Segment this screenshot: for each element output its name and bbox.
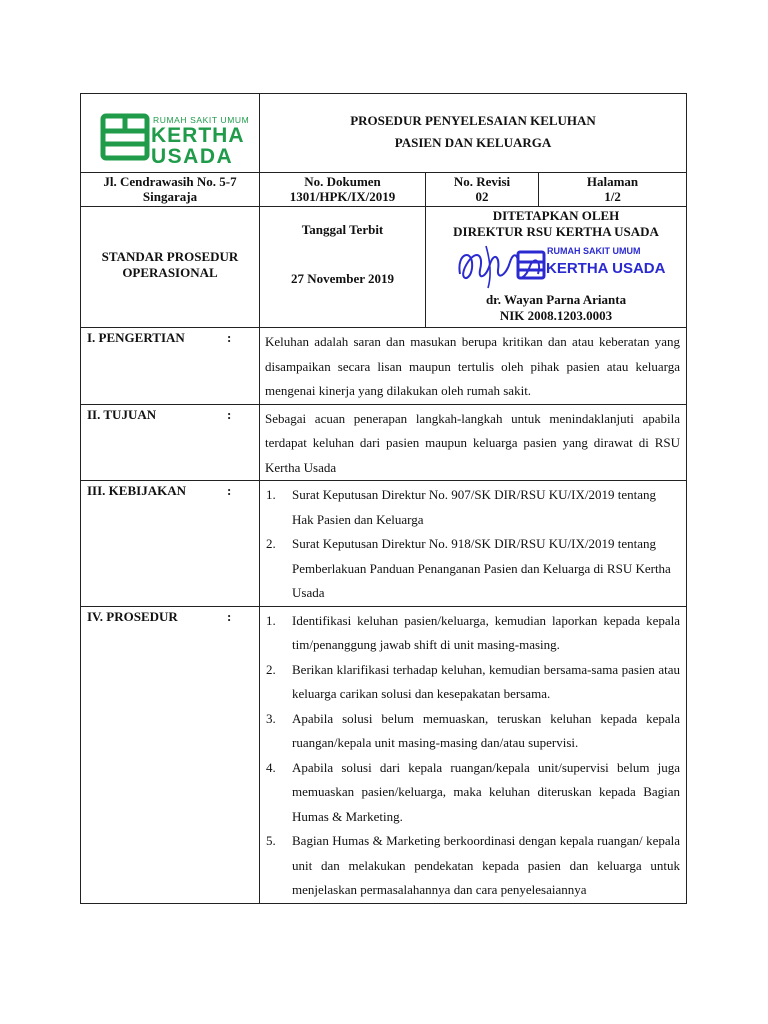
- title-line2: PASIEN DAN KELUARGA: [394, 135, 552, 150]
- approval-cell: [426, 207, 687, 328]
- section-colon: :: [227, 483, 232, 498]
- logo-line1: KERTHA: [151, 124, 245, 147]
- doc-number-value: 1301/HPK/IX/2019: [289, 189, 396, 204]
- sop-document-table: [80, 93, 687, 904]
- list-item-number: 1.: [266, 612, 276, 628]
- logo-cell: [81, 94, 260, 173]
- list-item: [265, 756, 680, 830]
- section-label-pengertian: [81, 328, 260, 405]
- section-title: III. KEBIJAKAN: [87, 483, 186, 498]
- list-item: [265, 483, 680, 532]
- section-title: IV. PROSEDUR: [87, 608, 178, 624]
- revision-cell: [426, 173, 539, 207]
- logo-line2: USADA: [151, 145, 234, 168]
- title-line1: PROSEDUR PENYELESAIAN KELUHAN: [350, 113, 596, 128]
- issue-date-value: 27 November 2019: [290, 271, 395, 286]
- approval-line1: DITETAPKAN OLEH: [492, 208, 620, 223]
- list-item-text: Apabila solusi dari kepala ruangan/kepala unit/supervisi belum juga memuaskan pasien/keluarga, maka keluhan diteruskan kepada Bagian Humas & Marketing.: [292, 759, 681, 824]
- list-item-number: 2.: [266, 536, 276, 551]
- sop-type-cell: [81, 207, 260, 328]
- list-item-number: 2.: [266, 661, 276, 677]
- list-item-text: Identifikasi keluhan pasien/keluarga, kemudian laporkan kepada kepala tim/penanggung jawab shift di unit masing-masing.: [292, 612, 681, 652]
- revision-value: 02: [475, 189, 489, 204]
- list-item: [265, 532, 680, 606]
- section-body-prosedur: [260, 606, 687, 903]
- list-item-number: 1.: [266, 487, 276, 502]
- address-line2: Singaraja: [142, 189, 198, 204]
- document-title: [260, 94, 687, 173]
- section-body-tujuan: [260, 404, 687, 481]
- stamp-small-text: RUMAH SAKIT UMUM: [547, 246, 641, 256]
- page-cell: [539, 173, 687, 207]
- stamp-name: KERTHA USADA: [546, 260, 666, 277]
- doc-number-label: No. Dokumen: [304, 174, 381, 189]
- section-text: Sebagai acuan penerapan langkah-langkah untuk menindaklanjuti apabila terdapat keluhan dari pasien maupun keluarga pasien yang dirawat di RSU Kertha Usada: [265, 410, 681, 475]
- page-value: 1/2: [604, 189, 621, 204]
- section-title: I. PENGERTIAN: [87, 330, 185, 345]
- address-cell: [81, 173, 260, 207]
- issue-date-label: Tanggal Terbit: [301, 222, 384, 237]
- hospital-logo: [81, 94, 260, 168]
- section-colon: :: [227, 406, 232, 422]
- list-item-text: Surat Keputusan Direktur No. 907/SK DIR/RSU KU/IX/2019 tentang Hak Pasien dan Keluarga: [292, 487, 656, 527]
- section-colon: :: [227, 608, 232, 624]
- signature-and-stamp: [426, 240, 687, 292]
- section-title: II. TUJUAN: [87, 406, 157, 422]
- list-item-text: Berikan klarifikasi terhadap keluhan, kemudian bersama-sama pasien atau keluarga carikan solusi dan kesepakatan bersama.: [292, 661, 681, 701]
- section-body-kebijakan: [260, 481, 687, 607]
- list-item-number: 3.: [266, 710, 276, 726]
- list-item-number: 4.: [266, 759, 276, 775]
- logo-mark-icon: [103, 116, 147, 158]
- signer-name: dr. Wayan Parna Arianta: [485, 292, 627, 307]
- sop-line1: STANDAR PROSEDUR: [101, 249, 239, 264]
- revision-label: No. Revisi: [453, 174, 511, 189]
- policy-list: [265, 483, 680, 606]
- page-label: Halaman: [586, 174, 639, 189]
- doc-number-cell: [260, 173, 426, 207]
- section-text: Keluhan adalah saran dan masukan berupa kritikan dan atau keberatan yang disampaikan secara lisan maupun tertulis oleh pihak pasien atau keluarga mengenai kinerja yang dilakukan oleh rumah sakit.: [265, 334, 681, 398]
- sop-line2: OPERASIONAL: [122, 265, 218, 280]
- list-item-text: Apabila solusi belum memuaskan, teruskan keluhan kepada kepala ruangan/kepala unit masing-masing dan/atau supervisi.: [292, 710, 681, 750]
- approval-line2: DIREKTUR RSU KERTHA USADA: [453, 224, 659, 239]
- signer-nik: NIK 2008.1203.0003: [499, 308, 613, 323]
- list-item: [265, 658, 680, 707]
- list-item: [265, 609, 680, 658]
- procedure-list: [265, 609, 680, 903]
- list-item-number: 5.: [266, 833, 276, 848]
- signature-icon: [459, 255, 539, 278]
- section-label-kebijakan: [81, 481, 260, 607]
- section-label-prosedur: [81, 606, 260, 903]
- list-item: [265, 829, 680, 903]
- logo-small-text: RUMAH SAKIT UMUM: [153, 115, 250, 125]
- list-item-text: Surat Keputusan Direktur No. 918/SK DIR/RSU KU/IX/2019 tentang Pemberlakuan Panduan Penanganan Pasien dan Keluarga di RSU Kertha Usada: [292, 536, 671, 600]
- list-item-text: Bagian Humas & Marketing berkoordinasi dengan kepala ruangan/ kepala unit dan melakukan pendekatan kepada pasien dan keluarga untuk menjelaskan permasalahannya dan cara penyelesaiannya: [292, 833, 681, 897]
- list-item: [265, 707, 680, 756]
- issue-date-cell: [260, 207, 426, 328]
- section-label-tujuan: [81, 404, 260, 481]
- section-colon: :: [227, 330, 232, 345]
- section-body-pengertian: [260, 328, 687, 405]
- address-line1: Jl. Cendrawasih No. 5-7: [103, 174, 237, 189]
